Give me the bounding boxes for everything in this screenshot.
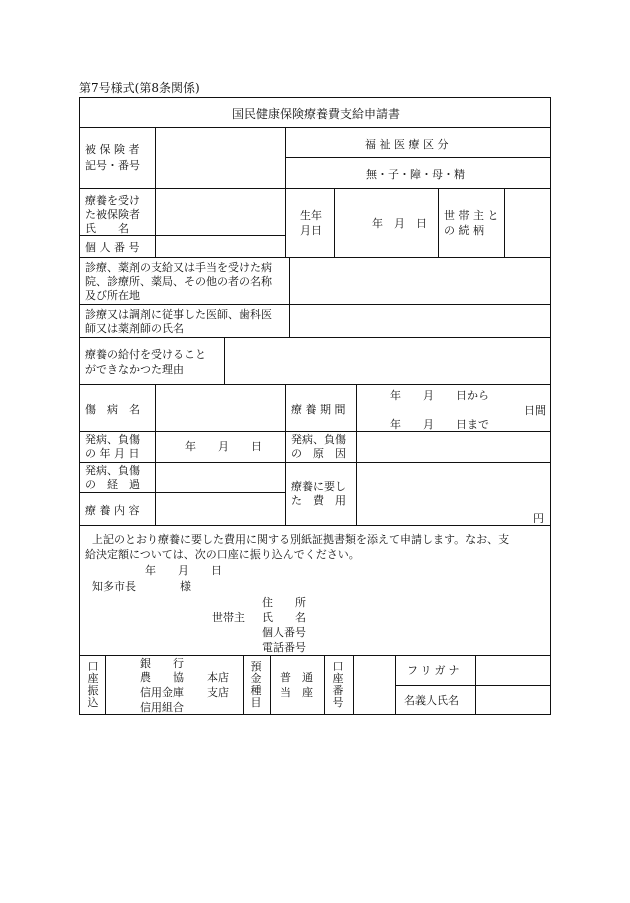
address-label: 住 所 [262, 596, 306, 609]
period-label: 療 養 期 間 [291, 403, 346, 416]
hospital-label-2: 院、診療所、薬局、その他の者の名称 [85, 275, 272, 288]
birth-ymd: 年 月 日 [372, 217, 427, 230]
onset-date-label-1: 発病、負傷 [85, 433, 140, 446]
relation-label-1: 世 帯 主 と [444, 209, 499, 222]
branch-sub: 支店 [207, 686, 229, 699]
onset-cause-label-1: 発病、負傷 [291, 433, 346, 446]
onset-cause-label-2: の 原 因 [291, 447, 346, 460]
name-label: 氏 名 [262, 611, 306, 624]
cost-label-2: た 費 用 [291, 494, 346, 507]
institution-kumiai: 信用組合 [140, 701, 184, 714]
period-to: 年 月 日まで [390, 418, 489, 431]
deposit-type-current: 当 座 [280, 686, 313, 699]
branch-head: 本店 [207, 671, 229, 684]
patient-label-3: 氏 名 [85, 222, 129, 235]
doctor-label-2: 師又は薬剤師の氏名 [85, 322, 184, 335]
hospital-label-3: 及び所在地 [85, 289, 140, 302]
patient-label-2: た被保険者 [85, 208, 140, 221]
deposit-type-label: 預金種目 [250, 660, 262, 709]
onset-date-label-2: の 年 月 日 [85, 447, 140, 460]
cost-label-1: 療養に要し [291, 480, 346, 493]
doctor-label-1: 診療又は調剤に従事した医師、歯科医 [85, 308, 272, 321]
relation-label-2: の 続 柄 [444, 224, 484, 237]
treatment-label: 療 養 内 容 [85, 504, 140, 517]
onset-ymd: 年 月 日 [185, 440, 262, 453]
disease-label: 傷 病 名 [85, 403, 140, 416]
personal-no2-label: 個人番号 [262, 626, 306, 639]
institution-shinkin: 信用金庫 [140, 686, 184, 699]
personal-no-label: 個 人 番 号 [85, 241, 140, 254]
form-title: 国民健康保険療養費支給申請書 [232, 107, 401, 121]
birth-label-1: 生年 [300, 209, 322, 222]
institution-bank: 銀 行 [140, 657, 184, 670]
welfare-label: 福 祉 医 療 区 分 [365, 138, 449, 151]
institution-agri: 農 協 [140, 671, 184, 684]
statement-line-1: 上記のとおり療養に要した費用に関する別紙証拠書類を添えて申請します。なお、支 [92, 533, 510, 546]
statement-line-2: 給決定額については、次の口座に振り込んでください。 [85, 548, 360, 561]
holder-label: 名義人氏名 [404, 694, 459, 707]
welfare-options: 無・子・障・母・精 [366, 168, 465, 181]
insured-no-label-2: 記号・番号 [85, 159, 140, 172]
progress-label-1: 発病、負傷 [85, 464, 140, 477]
furigana-label: フリガナ [407, 664, 463, 677]
insured-no-label-1: 被 保 険 者 [85, 143, 140, 156]
period-days: 日間 [524, 404, 546, 417]
reason-label-2: ができなかつた理由 [85, 363, 184, 376]
phone-label: 電話番号 [262, 641, 306, 654]
householder-label: 世帯主 [212, 611, 245, 624]
transfer-label: 口座振込 [87, 660, 99, 709]
application-date: 年 月 日 [145, 564, 222, 577]
period-from: 年 月 日から [390, 389, 489, 402]
reason-label-1: 療養の給付を受けること [85, 348, 206, 361]
birth-label-2: 月日 [300, 224, 322, 237]
account-no-label: 口座番号 [332, 660, 344, 709]
yen-unit: 円 [533, 512, 544, 525]
hospital-label-1: 診療、薬剤の支給又は手当を受けた病 [85, 261, 272, 274]
addressee: 知多市長 様 [92, 580, 191, 593]
patient-label-1: 療養を受け [85, 194, 140, 207]
progress-label-2: の 経 過 [85, 478, 140, 491]
deposit-type-ordinary: 普 通 [280, 671, 313, 684]
form-number: 第7号様式(第8条関係) [79, 81, 200, 95]
